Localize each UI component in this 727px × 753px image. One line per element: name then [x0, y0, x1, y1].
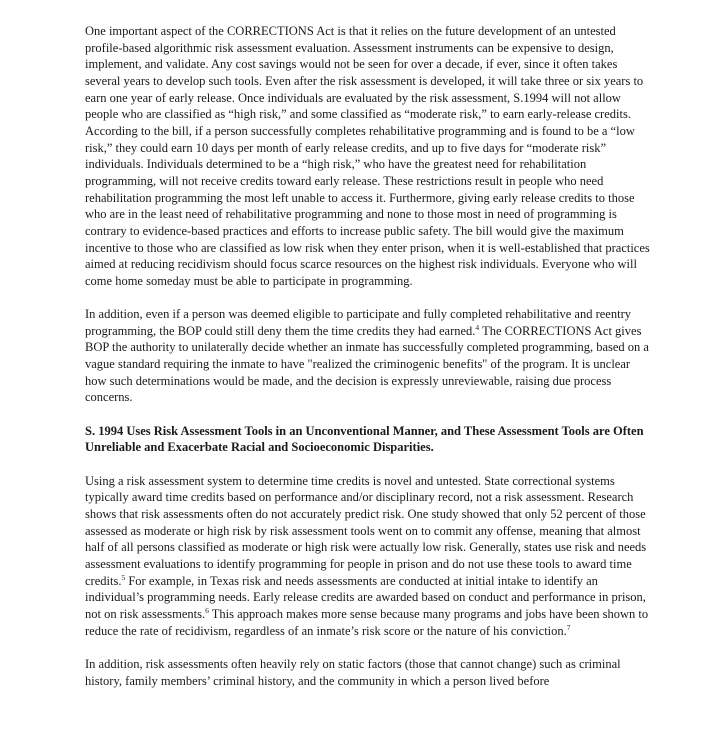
paragraph-text: In addition, risk assessments often heavily rely on static factors (those that cannot change) such as criminal history, family members’ criminal history, and the community in which a person lived before [85, 656, 621, 688]
paragraph-static-factors [85, 656, 651, 689]
paragraph-bop-time-credits [85, 306, 651, 406]
paragraph-risk-assessment-development [85, 23, 651, 290]
footnote-reference[interactable]: 5 [121, 572, 126, 582]
paragraph-risk-assessment-novel [85, 473, 651, 640]
document-page [85, 23, 651, 706]
footnote-reference[interactable]: 6 [205, 605, 209, 615]
footnote-reference[interactable]: 4 [475, 322, 480, 332]
section-heading: S. 1994 Uses Risk Assessment Tools in an Unconventional Manner, and These Assessment Tools are Often Unreliable and Exacerbate Racial and Socioeconomic Disparities. [85, 423, 644, 455]
paragraph-text: In addition, even if a person was deemed eligible to participate and fully completed rehabilitative and reentry programming, the BOP could still deny them the time credits they had earned. [85, 307, 631, 338]
paragraph-text: One important aspect of the CORRECTIONS Act is that it relies on the future development of an untested profile-based algorithmic risk assessment evaluation. Assessment instruments can be expensive to design, implement, and validate. Any cost savings would not be seen for over a decade, if ever, since it often takes several years to develop such tools. Even after the risk assessment is developed, it will take three or six years to earn one year of early release. Once individuals are evaluated by the risk assessment, S.1994 will not allow people who are classified as “high risk,” and some classified as “moderate risk,” to earn early-release credits. According to the bill, if a person successfully completes rehabilitative programming and is found to be a “low risk,” they could earn 10 days per month of early release credits, and up to five days for “moderate risk” individuals. Individuals determined to be a “high risk,” who have the greatest need for rehabilitation programming, will not receive credits toward early release. These restrictions result in people who need rehabilitation programming the most left unable to access it. Furthermore, giving early release credits to those who are in the least need of rehabilitative programming and none to those most in need of programming is contrary to evidence-based practices and efforts to increase public safety. The bill would give the maximum incentive to those who are classified as low risk when they enter prison, when it is well-established that practices aimed at reducing recidivism should focus scarce resources on the highest risk individuals. Everyone who will come home someday must be able to participate in programming. [85, 24, 650, 288]
paragraph-text: For example, in Texas risk and needs assessments are conducted at initial intake to identify an individual’s programming needs. Early release credits are awarded based on conduct and performance in prison, not on risk assessments. [85, 573, 646, 621]
paragraph-text: This approach makes more sense because many programs and jobs have been shown to reduce the rate of recidivism, regardless of an inmate’s risk score or the nature of his conviction. [85, 606, 649, 638]
footnote-reference[interactable]: 7 [566, 622, 571, 632]
paragraph-text: The CORRECTIONS Act gives BOP the authority to unilaterally decide whether an inmate has successfully completed programming, based on a vague standard requiring the inmate to have "realized the criminogenic benefits" of the program. It is unclear how such determinations would be made, and the decision is expressly unreviewable, raising due process concerns. [85, 323, 649, 405]
paragraph-text: Using a risk assessment system to determine time credits is novel and untested. State correctional systems typically award time credits based on performance and/or disciplinary record, not a risk assessment. Research shows that risk assessments often do not accurately predict risk. One study showed that only 52 percent of those assessed as moderate or high risk by risk assessment tools went on to commit any offense, meaning that almost half of all persons classified as moderate or high risk were actually low risk. Generally, states use risk and needs assessment evaluations to identify programming for people in prison and do not use these tools to award time credits. [85, 473, 647, 588]
